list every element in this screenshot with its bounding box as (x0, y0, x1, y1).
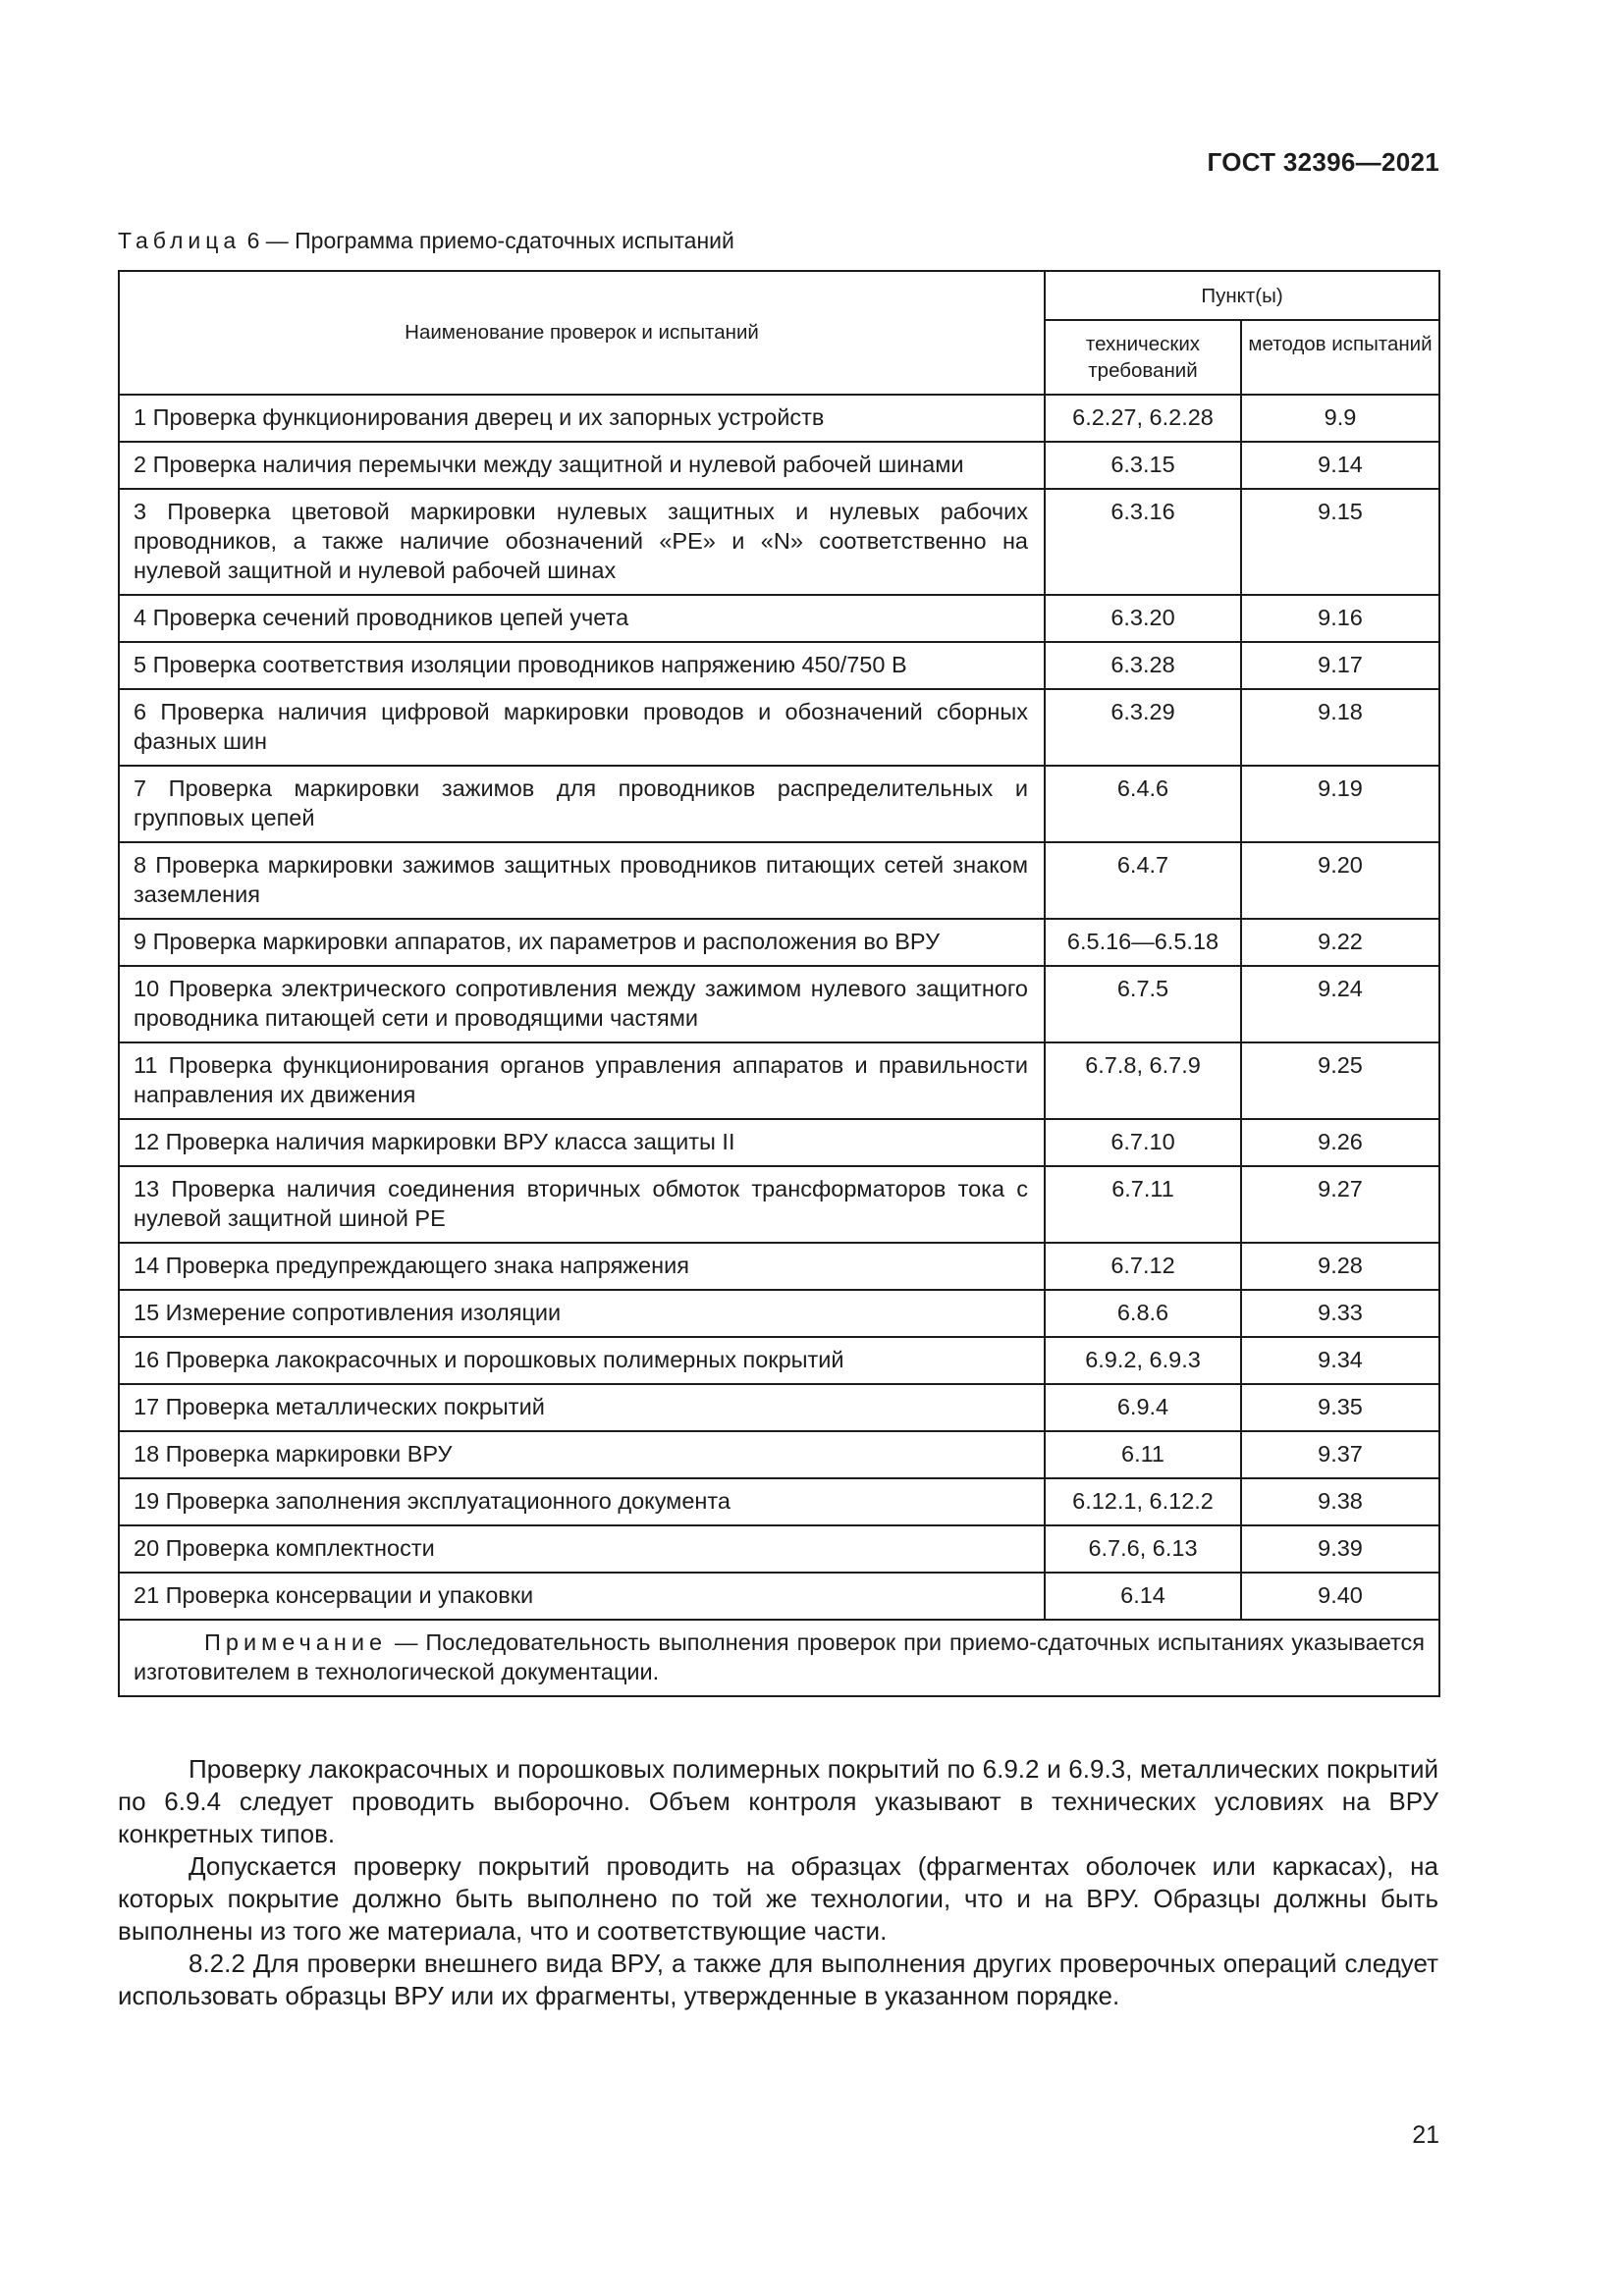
column-header-clauses: Пункт(ы) (1045, 271, 1439, 320)
table-row (119, 1042, 1439, 1119)
tech-requirements-cell: 6.7.5 (1045, 966, 1241, 1042)
tech-requirements-cell: 6.7.11 (1045, 1166, 1241, 1243)
test-methods-cell: 9.28 (1241, 1243, 1439, 1290)
test-name-cell: 4 Проверка сечений проводников цепей учета (119, 595, 1045, 642)
test-methods-cell: 9.26 (1241, 1119, 1439, 1166)
table-row (119, 966, 1439, 1042)
table-row (119, 442, 1439, 489)
test-name-cell: 19 Проверка заполнения эксплуатационного документа (119, 1478, 1045, 1525)
test-name-cell: 1 Проверка функционирования дверец и их запорных устройств (119, 395, 1045, 442)
table-row (119, 1243, 1439, 1290)
test-methods-cell: 9.22 (1241, 919, 1439, 966)
test-methods-cell: 9.18 (1241, 689, 1439, 766)
note-text: — Последовательность выполнения проверок при приемо-сдаточных испытаниях указывается изготовителем в технологической документации. (134, 1629, 1425, 1684)
table-row (119, 642, 1439, 689)
table-row (119, 1290, 1439, 1337)
tech-requirements-cell: 6.7.10 (1045, 1119, 1241, 1166)
test-methods-cell: 9.27 (1241, 1166, 1439, 1243)
table-row (119, 1119, 1439, 1166)
tech-requirements-cell: 6.3.28 (1045, 642, 1241, 689)
test-name-cell: 11 Проверка функционирования органов управления аппаратов и правильности направления их движения (119, 1042, 1045, 1119)
table-row (119, 919, 1439, 966)
tech-requirements-cell: 6.12.1, 6.12.2 (1045, 1478, 1241, 1525)
body-text (118, 1753, 1438, 2012)
test-methods-cell: 9.39 (1241, 1525, 1439, 1573)
test-name-cell: 18 Проверка маркировки ВРУ (119, 1431, 1045, 1478)
test-methods-cell: 9.37 (1241, 1431, 1439, 1478)
tech-requirements-cell: 6.4.6 (1045, 766, 1241, 842)
test-name-cell: 8 Проверка маркировки зажимов защитных проводников питающих сетей знаком заземления (119, 842, 1045, 919)
note-label: Примечание (204, 1629, 388, 1655)
test-methods-cell: 9.33 (1241, 1290, 1439, 1337)
test-name-cell: 21 Проверка консервации и упаковки (119, 1573, 1045, 1620)
test-name-cell: 5 Проверка соответствия изоляции проводников напряжению 450/750 В (119, 642, 1045, 689)
tech-requirements-cell: 6.5.16—6.5.18 (1045, 919, 1241, 966)
tech-requirements-cell: 6.2.27, 6.2.28 (1045, 395, 1241, 442)
test-name-cell: 17 Проверка металлических покрытий (119, 1384, 1045, 1431)
column-header-tech-requirements: технических требований (1045, 320, 1241, 395)
paragraph: Проверку лакокрасочных и порошковых полимерных покрытий по 6.9.2 и 6.9.3, металлических покрытий по 6.9.4 следует проводить выборочно. Объем контроля указывают в технических условиях на ВРУ конкретных типов. (118, 1754, 1438, 1848)
test-name-cell: 10 Проверка электрического сопротивления между зажимом нулевого защитного проводника питающей сети и проводящими частями (119, 966, 1045, 1042)
tech-requirements-cell: 6.4.7 (1045, 842, 1241, 919)
tests-table (118, 270, 1440, 1697)
test-methods-cell: 9.25 (1241, 1042, 1439, 1119)
test-methods-cell: 9.14 (1241, 442, 1439, 489)
test-methods-cell: 9.35 (1241, 1384, 1439, 1431)
test-name-cell: 12 Проверка наличия маркировки ВРУ класса защиты II (119, 1119, 1045, 1166)
table-row (119, 395, 1439, 442)
test-methods-cell: 9.15 (1241, 489, 1439, 595)
tech-requirements-cell: 6.8.6 (1045, 1290, 1241, 1337)
table-row (119, 1337, 1439, 1384)
table-row (119, 1166, 1439, 1243)
tech-requirements-cell: 6.11 (1045, 1431, 1241, 1478)
table-caption-text: 6 — Программа приемо-сдаточных испытаний (246, 228, 734, 253)
table-row (119, 1431, 1439, 1478)
tech-requirements-cell: 6.9.2, 6.9.3 (1045, 1337, 1241, 1384)
test-name-cell: 14 Проверка предупреждающего знака напряжения (119, 1243, 1045, 1290)
paragraph: Допускается проверку покрытий проводить на образцах (фрагментах оболочек или каркасах), на которых покрытие должно быть выполнено по той же технологии, что и на ВРУ. Образцы должны быть выполнены из того же материала, что и соответствующие части. (118, 1851, 1438, 1946)
table-row (119, 766, 1439, 842)
test-methods-cell: 9.19 (1241, 766, 1439, 842)
test-name-cell: 13 Проверка наличия соединения вторичных обмоток трансформаторов тока с нулевой защитной шиной PE (119, 1166, 1045, 1243)
tech-requirements-cell: 6.7.6, 6.13 (1045, 1525, 1241, 1573)
test-methods-cell: 9.24 (1241, 966, 1439, 1042)
table-row (119, 689, 1439, 766)
tech-requirements-cell: 6.9.4 (1045, 1384, 1241, 1431)
test-name-cell: 3 Проверка цветовой маркировки нулевых защитных и нулевых рабочих проводников, а также наличие обозначений «PE» и «N» соответственно на нулевой защитной и нулевой рабочей шинах (119, 489, 1045, 595)
test-methods-cell: 9.38 (1241, 1478, 1439, 1525)
table-row (119, 1573, 1439, 1620)
column-header-name: Наименование проверок и испытаний (119, 271, 1045, 395)
table-row (119, 842, 1439, 919)
column-header-test-methods: методов испытаний (1241, 320, 1439, 395)
table-note-row (119, 1620, 1439, 1696)
test-name-cell: 20 Проверка комплектности (119, 1525, 1045, 1573)
document-code: ГОСТ 32396—2021 (1207, 147, 1439, 177)
test-methods-cell: 9.17 (1241, 642, 1439, 689)
table-row (119, 595, 1439, 642)
table-note (119, 1620, 1439, 1696)
table-row (119, 489, 1439, 595)
test-name-cell: 7 Проверка маркировки зажимов для проводников распределительных и групповых цепей (119, 766, 1045, 842)
tech-requirements-cell: 6.7.12 (1045, 1243, 1241, 1290)
test-methods-cell: 9.9 (1241, 395, 1439, 442)
page-number: 21 (1412, 2121, 1439, 2149)
test-methods-cell: 9.40 (1241, 1573, 1439, 1620)
table-caption-label: Таблица (118, 228, 242, 253)
test-name-cell: 2 Проверка наличия перемычки между защитной и нулевой рабочей шинами (119, 442, 1045, 489)
test-methods-cell: 9.20 (1241, 842, 1439, 919)
tech-requirements-cell: 6.3.20 (1045, 595, 1241, 642)
paragraph: 8.2.2 Для проверки внешнего вида ВРУ, а также для выполнения других проверочных операций следует использовать образцы ВРУ или их фрагменты, утвержденные в указанном порядке. (118, 1949, 1438, 2010)
tech-requirements-cell: 6.7.8, 6.7.9 (1045, 1042, 1241, 1119)
table-row (119, 1525, 1439, 1573)
test-methods-cell: 9.34 (1241, 1337, 1439, 1384)
test-name-cell: 6 Проверка наличия цифровой маркировки проводов и обозначений сборных фазных шин (119, 689, 1045, 766)
table-body (119, 395, 1439, 1620)
table-row (119, 1478, 1439, 1525)
test-name-cell: 9 Проверка маркировки аппаратов, их параметров и расположения во ВРУ (119, 919, 1045, 966)
tech-requirements-cell: 6.3.16 (1045, 489, 1241, 595)
table-header-row (119, 271, 1439, 320)
test-methods-cell: 9.16 (1241, 595, 1439, 642)
tech-requirements-cell: 6.3.15 (1045, 442, 1241, 489)
tech-requirements-cell: 6.3.29 (1045, 689, 1241, 766)
table-caption (118, 228, 734, 254)
test-name-cell: 16 Проверка лакокрасочных и порошковых полимерных покрытий (119, 1337, 1045, 1384)
table-row (119, 1384, 1439, 1431)
test-name-cell: 15 Измерение сопротивления изоляции (119, 1290, 1045, 1337)
tech-requirements-cell: 6.14 (1045, 1573, 1241, 1620)
